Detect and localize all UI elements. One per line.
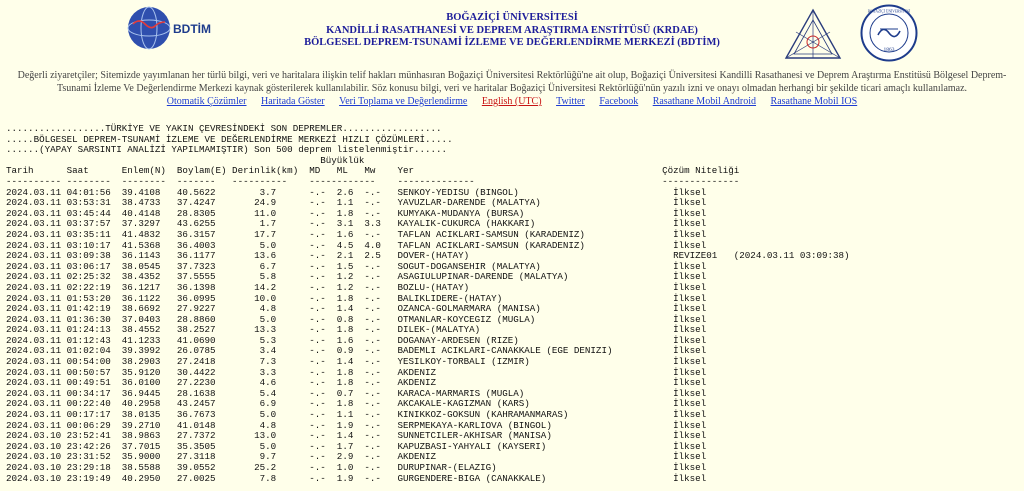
earthquake-row: 2024.03.11 01:02:04 39.3992 26.0785 3.4 -.- 0.9 -.- BADEMLI ACIKLARI-CANAKKALE (EGE DENIZI) İlksel [6,345,707,357]
earthquake-row: 2024.03.11 02:25:32 38.4352 37.5555 5.8 -.- 1.2 -.- ASAGIULUPINAR-DARENDE (MALATYA) İlksel [6,271,707,283]
earthquake-row: 2024.03.11 01:12:43 41.1233 41.0690 5.3 -.- 1.6 -.- DOGANAY-ARDESEN (RIZE) İlksel [6,334,707,346]
bogazici-seal [860,4,918,62]
earthquake-row: 2024.03.11 03:09:38 36.1143 36.1177 13.6 -.- 2.1 2.5 DOVER-(HATAY) REVIZE01 (2024.03.11 03:09:38) [6,250,850,262]
link-mobile-android[interactable]: Rasathane Mobil Android [652,96,757,107]
earthquake-row: 2024.03.11 02:22:19 36.1217 36.1398 14.2 -.- 1.2 -.- BOZLU-(HATAY) İlksel [6,281,707,293]
earthquake-row: 2024.03.11 01:53:20 36.1122 36.0995 10.0 -.- 1.8 -.- BALIKLIDERE-(HATAY) İlksel [6,292,707,304]
earthquake-row: 2024.03.11 03:10:17 41.5368 36.4003 5.0 -.- 4.5 4.0 TAFLAN ACIKLARI-SAMSUN (KARADENIZ) İlksel [6,239,707,251]
link-data-collection[interactable]: Veri Toplama ve Değerlendirme [339,96,468,107]
earthquake-row: 2024.03.10 23:42:26 37.7015 35.3505 5.0 -.- 1.7 -.- KAPUZBASI-YAHYALI (KAYSERI) İlksel [6,440,707,452]
link-show-on-map[interactable]: Haritada Göster [261,96,325,107]
earthquake-row: 2024.03.11 00:17:17 38.0135 36.7673 5.0 -.- 1.1 -.- KINIKKOZ-GOKSUN (KAHRAMANMARAS) İlksel [6,409,707,421]
earthquake-row: 2024.03.11 00:49:51 36.0100 27.2230 4.6 -.- 1.8 -.- AKDENIZ İlksel [6,377,707,389]
earthquake-row: 2024.03.10 23:31:52 35.9000 27.3118 9.7 -.- 2.9 -.- AKDENIZ İlksel [6,451,707,463]
link-twitter[interactable]: Twitter [556,96,585,107]
listing-note: ......(YAPAY SARSINTI ANALİZİ YAPILMAMIŞTIR) Son 500 deprem listelenmiştir...... [6,144,448,156]
earthquake-row: 2024.03.11 00:54:00 38.2903 27.2418 7.3 -.- 1.4 -.- YESILKOY-TORBALI (IZMIR) İlksel [6,356,707,368]
earthquake-row: 2024.03.11 04:01:56 39.4108 40.5622 3.7 -.- 2.6 -.- SENKOY-YEDISU (BINGOL) İlksel [6,186,707,198]
earthquake-row: 2024.03.11 03:37:57 37.3297 43.6255 1.7 -.- 3.1 3.3 KAYALIK-CUKURCA (HAKKARI) İlksel [6,218,707,230]
earthquake-row: 2024.03.11 03:53:31 38.4733 37.4247 24.9 -.- 1.1 -.- YAVUZLAR-DARENDE (MALATYA) İlksel [6,197,707,209]
earthquake-row: 2024.03.11 01:36:30 37.0403 28.8860 5.0 -.- 0.8 -.- OTMANLAR-KOYCEGIZ (MUGLA) İlksel [6,313,707,325]
earthquake-row: 2024.03.11 01:24:13 38.4552 38.2527 13.3 -.- 1.8 -.- DILEK-(MALATYA) İlksel [6,324,707,336]
earthquake-row: 2024.03.10 23:29:18 38.5588 39.0552 25.2 -.- 1.0 -.- DURUPINAR-(ELAZIG) İlksel [6,462,707,473]
listing-separator: ---------- -------- -------- ------- ---------- ------------ -------------- -------------- [6,175,740,187]
earthquake-row: 2024.03.11 03:35:11 41.4832 36.3157 17.7 -.- 1.6 -.- TAFLAN ACIKLARI-SAMSUN (KARADENIZ) İlksel [6,228,707,240]
link-automatic-solutions[interactable]: Otomatik Çözümler [166,96,247,107]
krdae-logo [784,8,842,60]
listing-rows [6,188,850,485]
earthquake-row: 2024.03.11 00:34:17 36.9445 28.1638 5.4 -.- 0.7 -.- KARACA-MARMARIS (MUGLA) İlksel [6,387,707,399]
earthquake-row: 2024.03.11 01:42:19 38.6692 27.9227 4.8 -.- 1.4 -.- OZANCA-GOLMARMARA (MANISA) İlksel [6,303,707,315]
listing-column-headers: Tarih Saat Enlem(N) Boylam(E) Derinlik(km) MD ML Mw Yer Çözüm Niteliği [6,165,740,177]
link-english[interactable]: English (UTC) [481,96,542,107]
earthquake-row: 2024.03.11 03:45:44 40.4148 28.8305 11.0 -.- 1.8 -.- KUMYAKA-MUDANYA (BURSA) İlksel [6,207,707,219]
earthquake-row: 2024.03.11 00:22:40 40.2958 43.2457 6.9 -.- 1.8 -.- AKCAKALE-KAGIZMAN (KARS) İlksel [6,398,707,410]
earthquake-row: 2024.03.10 23:52:41 38.9863 27.7372 13.0 -.- 1.4 -.- SUNNETCILER-AKHISAR (MANISA) İlksel [6,430,707,442]
earthquake-listing [6,124,850,484]
nav-links [0,96,1024,108]
header-title-university: BOĞAZİÇİ ÜNİVERSİTESİ [446,12,578,23]
earthquake-row: 2024.03.11 00:06:29 39.2710 41.0148 4.8 -.- 1.9 -.- SERPMEKAYA-KARLIOVA (BINGOL) İlksel [6,419,707,431]
header-title-center: BÖLGESEL DEPREM-TSUNAMİ İZLEME VE DEĞERLENDİRME MERKEZİ (BDTİM) [304,37,720,48]
earthquake-row: 2024.03.11 00:50:57 35.9120 30.4422 3.3 -.- 1.8 -.- AKDENIZ İlksel [6,366,707,378]
listing-subtitle: .....BÖLGESEL DEPREM-TSUNAMİ İZLEME VE DEĞERLENDİRME MERKEZİ HIZLI ÇÖZÜMLERİ..... [6,133,453,145]
link-mobile-ios[interactable]: Rasathane Mobil IOS [770,96,858,107]
page-header [0,0,1024,64]
seal-text: BOĞAZİÇİ ÜNİVERSİTESİ [867,9,911,14]
earthquake-row: 2024.03.11 03:06:17 38.0545 37.7323 6.7 -.- 1.5 -.- SOGUT-DOGANSEHIR (MALATYA) İlksel [6,260,707,272]
copyright-notice: Değerli ziyaretçiler; Sitemizde yayımlanan her türlü bilgi, veri ve haritalara ilişkin telif hakları münhasıran Boğaziçi Üniversitesi Rektörlüğü'ne ait olup, Boğaziçi Üniversitesi Kandilli Rasathanesi ve Deprem Araştırma Enstitüsü Bölgesel Deprem-Tsunami İzleme Ve Değerlendirme Merkezi kaynak gösterilerek kullanılabilir. Söz konusu bilgi, veri ve haritalar Boğaziçi Üniversitesi Rektörlüğü'nün yazılı izni ve onayı olmadan herhangi bir şekilde ticari amaçlı kullanılamaz. [17,70,1007,94]
header-title-institute: KANDİLLİ RASATHANESİ VE DEPREM ARAŞTIRMA ENSTİTÜSÜ (KRDAE) [326,24,698,36]
listing-header-magnitude: Büyüklük [6,154,365,166]
earthquake-row: 2024.03.10 23:19:49 40.2950 27.0025 7.8 -.- 1.9 -.- GURGENDERE-BIGA (CANAKKALE) İlksel [6,472,707,484]
link-facebook[interactable]: Facebook [599,96,639,107]
seal-year: 1863 [883,47,895,53]
listing-title: ..................TÜRKİYE VE YAKIN ÇEVRESİNDEKİ SON DEPREMLER.................. [6,123,442,134]
bdtim-logo-text: BDTİM [173,22,211,36]
